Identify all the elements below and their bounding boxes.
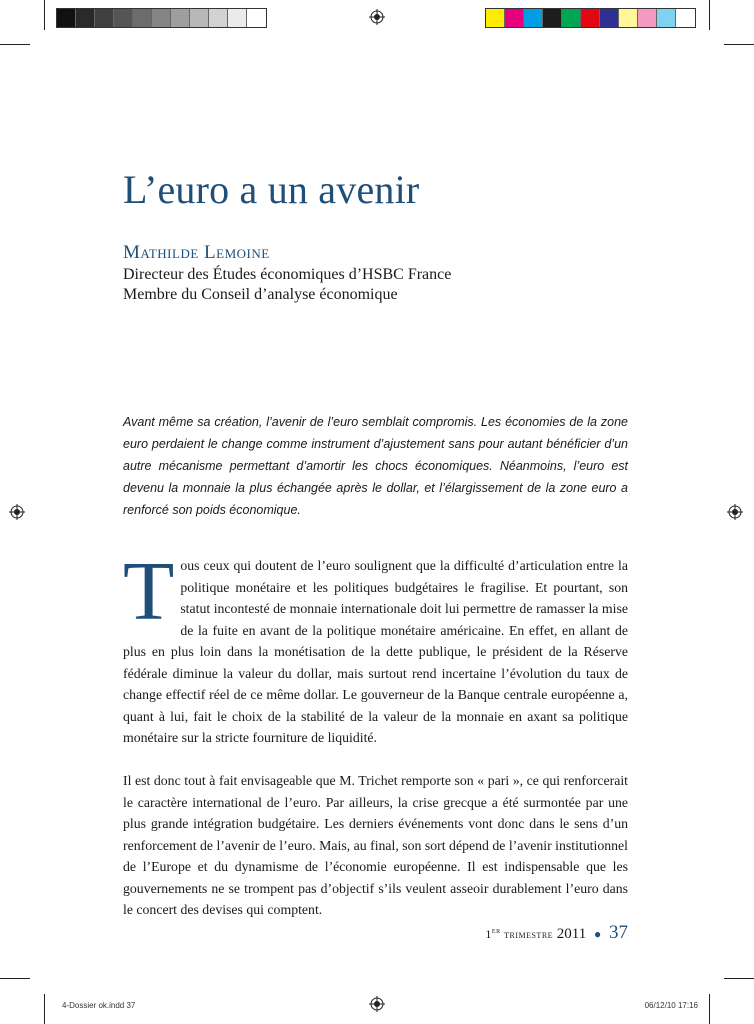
crop-mark: [0, 44, 30, 45]
color-swatch: [152, 9, 171, 27]
color-swatch: [133, 9, 152, 27]
author-name: Mathilde Lemoine: [123, 242, 270, 263]
color-swatch: [562, 9, 581, 27]
color-swatch: [76, 9, 95, 27]
page-number: 37: [609, 922, 628, 943]
color-swatch: [657, 9, 676, 27]
crop-mark: [724, 978, 754, 979]
author-affiliation: Membre du Conseil d’analyse économique: [123, 286, 398, 303]
color-swatch: [581, 9, 600, 27]
paragraph-text: ous ceux qui doutent de l’euro soulignent que la difficulté d’articulation entre la politique monétaire et les politiques budgétaires le fragilise. Et pourtant, son statut incontesté de monnaie internationale doit lui permettre de ramasser la mise de la fuite en avant de la politique monétaire américaine. En effet, en allant de plus en plus loin dans la monétisation de la dette publique, le président de la Réserve fédérale diminue la valeur du dollar, mais surtout rend incertaine l’évolution du taux de change effectif réel de ce même dollar. Le gouverneur de la Banque centrale européenne a, quant à lui, fait le choix de la stabilité de la valeur de la monnaie en axant sa politique monétaire sur la stricte fourniture de liquidité.: [123, 558, 628, 745]
drop-cap: T: [123, 545, 175, 638]
article-abstract: Avant même sa création, l’avenir de l’euro semblait compromis. Les économies de la zone euro perdaient le change comme instrument d’ajustement sans pour autant bénéficier d’un autre mécanisme permettant d’amortir les chocs économiques. Néanmoins, l’euro est devenu la monnaie la plus échangée après le dollar, et l’élargissement de la zone euro a renforcé son poids économique.: [123, 415, 628, 517]
page-footer: [485, 922, 628, 944]
color-swatch: [600, 9, 619, 27]
author-affiliation: Directeur des Études économiques d’HSBC France: [123, 266, 452, 283]
color-swatch: [247, 9, 266, 27]
crop-mark: [724, 44, 754, 45]
color-swatch: [486, 9, 505, 27]
crop-mark: [44, 994, 45, 1024]
color-swatch: [57, 9, 76, 27]
issue-label: 1er trimestre: [485, 926, 554, 941]
registration-mark-icon: [9, 504, 25, 520]
color-swatch: [228, 9, 247, 27]
body-paragraph: [123, 545, 628, 749]
gray-color-bar: [56, 8, 267, 28]
color-swatch: [95, 9, 114, 27]
crop-mark: [709, 994, 710, 1024]
process-color-bar: [485, 8, 696, 28]
color-swatch: [190, 9, 209, 27]
registration-mark-icon: [727, 504, 743, 520]
registration-mark-icon: [369, 9, 385, 25]
color-swatch: [638, 9, 657, 27]
color-swatch: [619, 9, 638, 27]
color-swatch: [209, 9, 228, 27]
crop-mark: [0, 978, 30, 979]
color-swatch: [114, 9, 133, 27]
body-paragraph: Il est donc tout à fait envisageable que M. Trichet remporte son « pari », ce qui renforcerait le caractère international de l’euro. Par ailleurs, la crise grecque a été surmontée par une plus grande intégration budgétaire. Les derniers événements vont donc dans le sens d’un renforcement de l’avenir de l’euro. Mais, au final, son sort dépend de l’avenir institutionnel de l’Europe et du dynamisme de l’économie européenne. Il est indispensable que les gouvernements ne se trompent pas d’objectif s’ils veulent asseoir durablement l’euro dans le concert des devises qui comptent.: [123, 773, 628, 917]
slug-datetime: 06/12/10 17:16: [644, 1001, 698, 1010]
color-swatch: [505, 9, 524, 27]
crop-mark: [44, 0, 45, 30]
color-swatch: [676, 9, 695, 27]
bullet-icon: ●: [594, 927, 602, 941]
article-title: L’euro a un avenir: [123, 167, 420, 212]
issue-year: 2011: [556, 926, 587, 942]
slug-filename: 4-Dossier ok.indd 37: [62, 1001, 136, 1010]
registration-mark-icon: [369, 996, 385, 1012]
crop-mark: [709, 0, 710, 30]
color-swatch: [543, 9, 562, 27]
color-swatch: [171, 9, 190, 27]
color-swatch: [524, 9, 543, 27]
